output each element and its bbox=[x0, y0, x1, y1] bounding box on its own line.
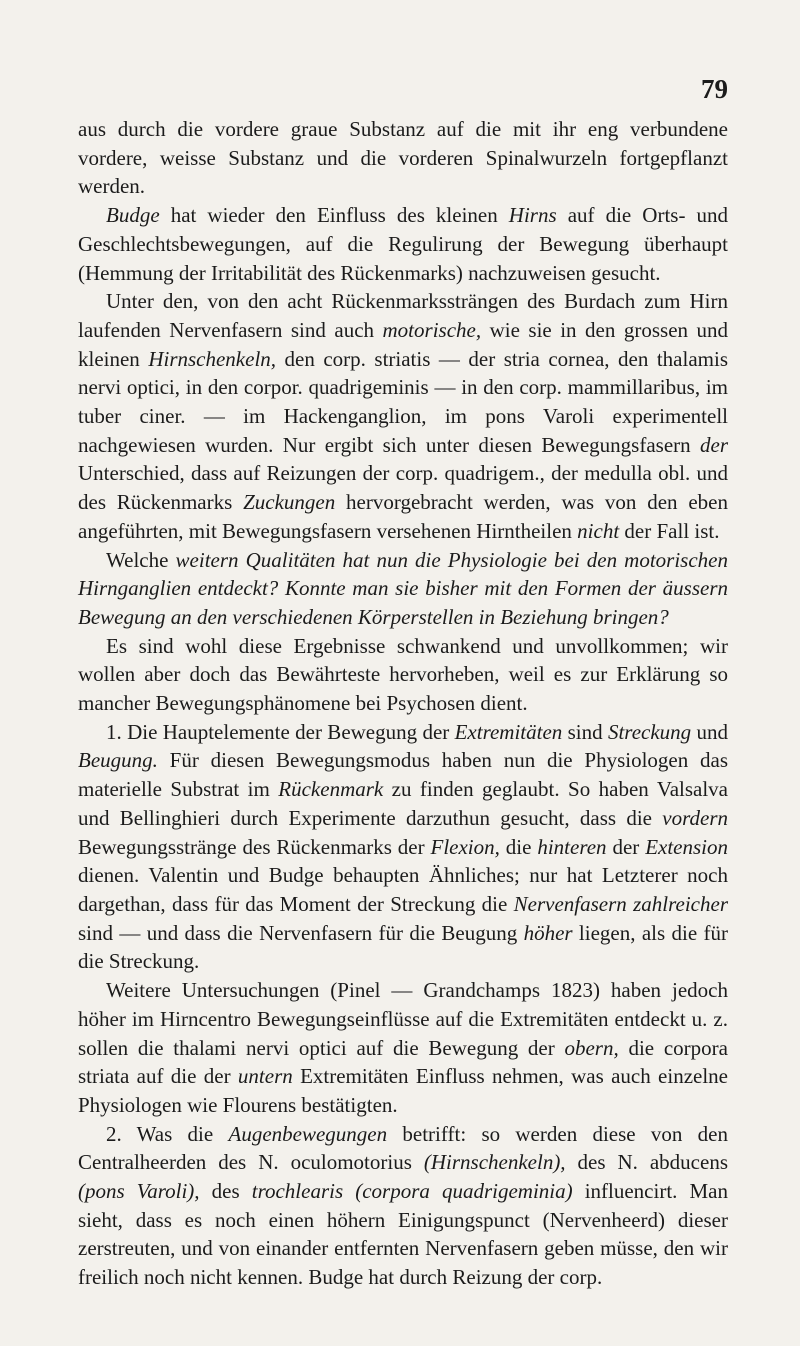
italic-text: trochlearis (corpora quadrigeminia) bbox=[251, 1179, 573, 1204]
text-run: dienen. Valentin und Budge behaupten Ähnliches; nur hat Letzterer noch dargethan, dass für das Moment der Streckung die bbox=[78, 863, 728, 916]
italic-text: der bbox=[700, 432, 728, 457]
text-run: 2. Was die bbox=[106, 1121, 229, 1146]
italic-text: (pons Varoli), bbox=[78, 1179, 200, 1204]
italic-text: Beugung. bbox=[78, 748, 158, 773]
italic-text: obern, bbox=[564, 1035, 619, 1060]
text-run: wie sie in den grossen und kleinen bbox=[78, 317, 728, 371]
italic-text: Budge bbox=[106, 203, 160, 228]
italic-text: (Hirnschenkeln), bbox=[423, 1150, 566, 1175]
text-run: liegen, als die für die Streckung. bbox=[78, 920, 728, 974]
italic-text: Extension bbox=[645, 834, 728, 859]
text-run: Extremitäten Einfluss nehmen, was auch einzelne Physiologen wie Flourens bestätigten. bbox=[78, 1064, 728, 1117]
italic-text: höher bbox=[523, 920, 573, 945]
paragraph bbox=[78, 976, 728, 1120]
text-run: Welche bbox=[106, 547, 176, 572]
text-run: den corp. striatis — der stria cornea, den thalamis nervi optici, in den corpor. quadrigeminis — in den corp. mammillaribus, im tuber ciner. — im Hackenganglion, im pons Varoli experimentell nachgewiesen wurden. Nur ergibt sich unter diesen Bewegungsfasern bbox=[78, 346, 729, 457]
text-run: auf die Orts- und Geschlechtsbewegungen, auf die Regulirung der Bewegung überhaupt (Hemmung der Irritabilität des Rückenmarks) nachzuweisen gesucht. bbox=[78, 203, 729, 285]
italic-text: Extremitäten bbox=[454, 719, 563, 744]
text-run: die bbox=[499, 834, 538, 859]
paragraph bbox=[78, 546, 728, 632]
text-body bbox=[78, 115, 728, 1292]
paragraph bbox=[78, 287, 728, 545]
text-run: Für diesen Bewegungsmodus haben nun die Physiologen das materielle Substrat im bbox=[78, 748, 728, 802]
text-run: Es sind wohl diese Ergebnisse schwankend und unvollkommen; wir wollen aber doch das Bewährteste hervorheben, weil es zur Erklärung so mancher Bewegungsphänomene bei Psychosen dient. bbox=[78, 633, 728, 716]
italic-text: motorische, bbox=[382, 317, 482, 342]
italic-text: Streckung bbox=[607, 719, 692, 744]
text-run: 1. Die Hauptelemente der Bewegung der bbox=[106, 719, 455, 744]
text-run: Weitere Untersuchungen (Pinel — Grandchamps 1823) haben jedoch höher im Hirncentro Bewegungseinflüsse auf die Extremitäten entdeckt u. z. sollen die thalami nervi optici auf die Bewegung der bbox=[78, 978, 728, 1060]
text-run: der Fall ist. bbox=[619, 518, 720, 543]
text-run: influencirt. Man sieht, dass es noch einen höhern Einigungspunct (Nervenheerd) dieser zerstreuten, und von einander entfernten Nervenfasern geben müsse, den wir freilich noch nicht kennen. Budge hat durch Reizung der corp. bbox=[78, 1179, 728, 1290]
text-run: die corpora striata auf die der bbox=[78, 1035, 728, 1089]
text-run: Unter den, von den acht Rückenmarkssträngen des Burdach zum Hirn laufenden Nervenfasern sind auch bbox=[78, 289, 728, 342]
italic-text: Hirns bbox=[508, 203, 557, 228]
italic-text: untern bbox=[237, 1064, 293, 1089]
italic-text: Augenbewegungen bbox=[228, 1121, 388, 1146]
text-run: der bbox=[606, 834, 646, 859]
text-run: des N. abducens bbox=[565, 1150, 728, 1175]
text-run: Bewegungsstränge des Rückenmarks der bbox=[78, 834, 431, 859]
text-run: des bbox=[199, 1179, 252, 1204]
italic-text: Nervenfasern zahlreicher bbox=[513, 891, 728, 916]
paragraph bbox=[78, 115, 728, 201]
paragraph bbox=[78, 1120, 728, 1292]
italic-text: vordern bbox=[662, 805, 728, 830]
paragraph bbox=[78, 201, 728, 287]
italic-text: weitern Qualitäten hat nun die Physiologie bei den motorischen Hirnganglien entdeckt? Konnte man sie bisher mit den Formen der äussern Bewegung an den verschiedenen Körperstellen in Beziehung bringen? bbox=[78, 547, 728, 629]
italic-text: Hirnschenkeln, bbox=[148, 346, 277, 371]
text-run: sind bbox=[562, 719, 608, 744]
page-number: 79 bbox=[701, 74, 728, 104]
paragraph bbox=[78, 632, 728, 718]
text-run: sind — und dass die Nervenfasern für die Beugung bbox=[78, 920, 524, 945]
text-run: hat wieder den Einfluss des kleinen bbox=[159, 203, 509, 228]
italic-text: Zuckungen bbox=[243, 490, 336, 515]
text-run: und bbox=[691, 719, 729, 744]
text-run: Unterschied, dass auf Reizungen der corp. quadrigem., der medulla obl. und des Rückenmarks bbox=[78, 461, 728, 515]
italic-text: Flexion, bbox=[430, 834, 500, 859]
paragraph bbox=[78, 718, 728, 976]
text-run: hervorgebracht werden, was von den eben angeführten, mit Bewegungsfasern versehenen Hirntheilen bbox=[78, 490, 729, 543]
text-run: betrifft: so werden diese von den Centralheerden des N. oculomotorius bbox=[78, 1121, 728, 1175]
italic-text: hinteren bbox=[537, 834, 607, 859]
italic-text: nicht bbox=[577, 518, 620, 543]
text-run: aus durch die vordere graue Substanz auf die mit ihr eng verbundene vordere, weisse Substanz und die vorderen Spinalwurzeln fortgepflanzt werden. bbox=[78, 117, 728, 199]
italic-text: Rückenmark bbox=[278, 777, 384, 802]
text-run: zu finden geglaubt. So haben Valsalva und Bellinghieri durch Experimente darzuthun gesucht, dass die bbox=[78, 777, 728, 830]
